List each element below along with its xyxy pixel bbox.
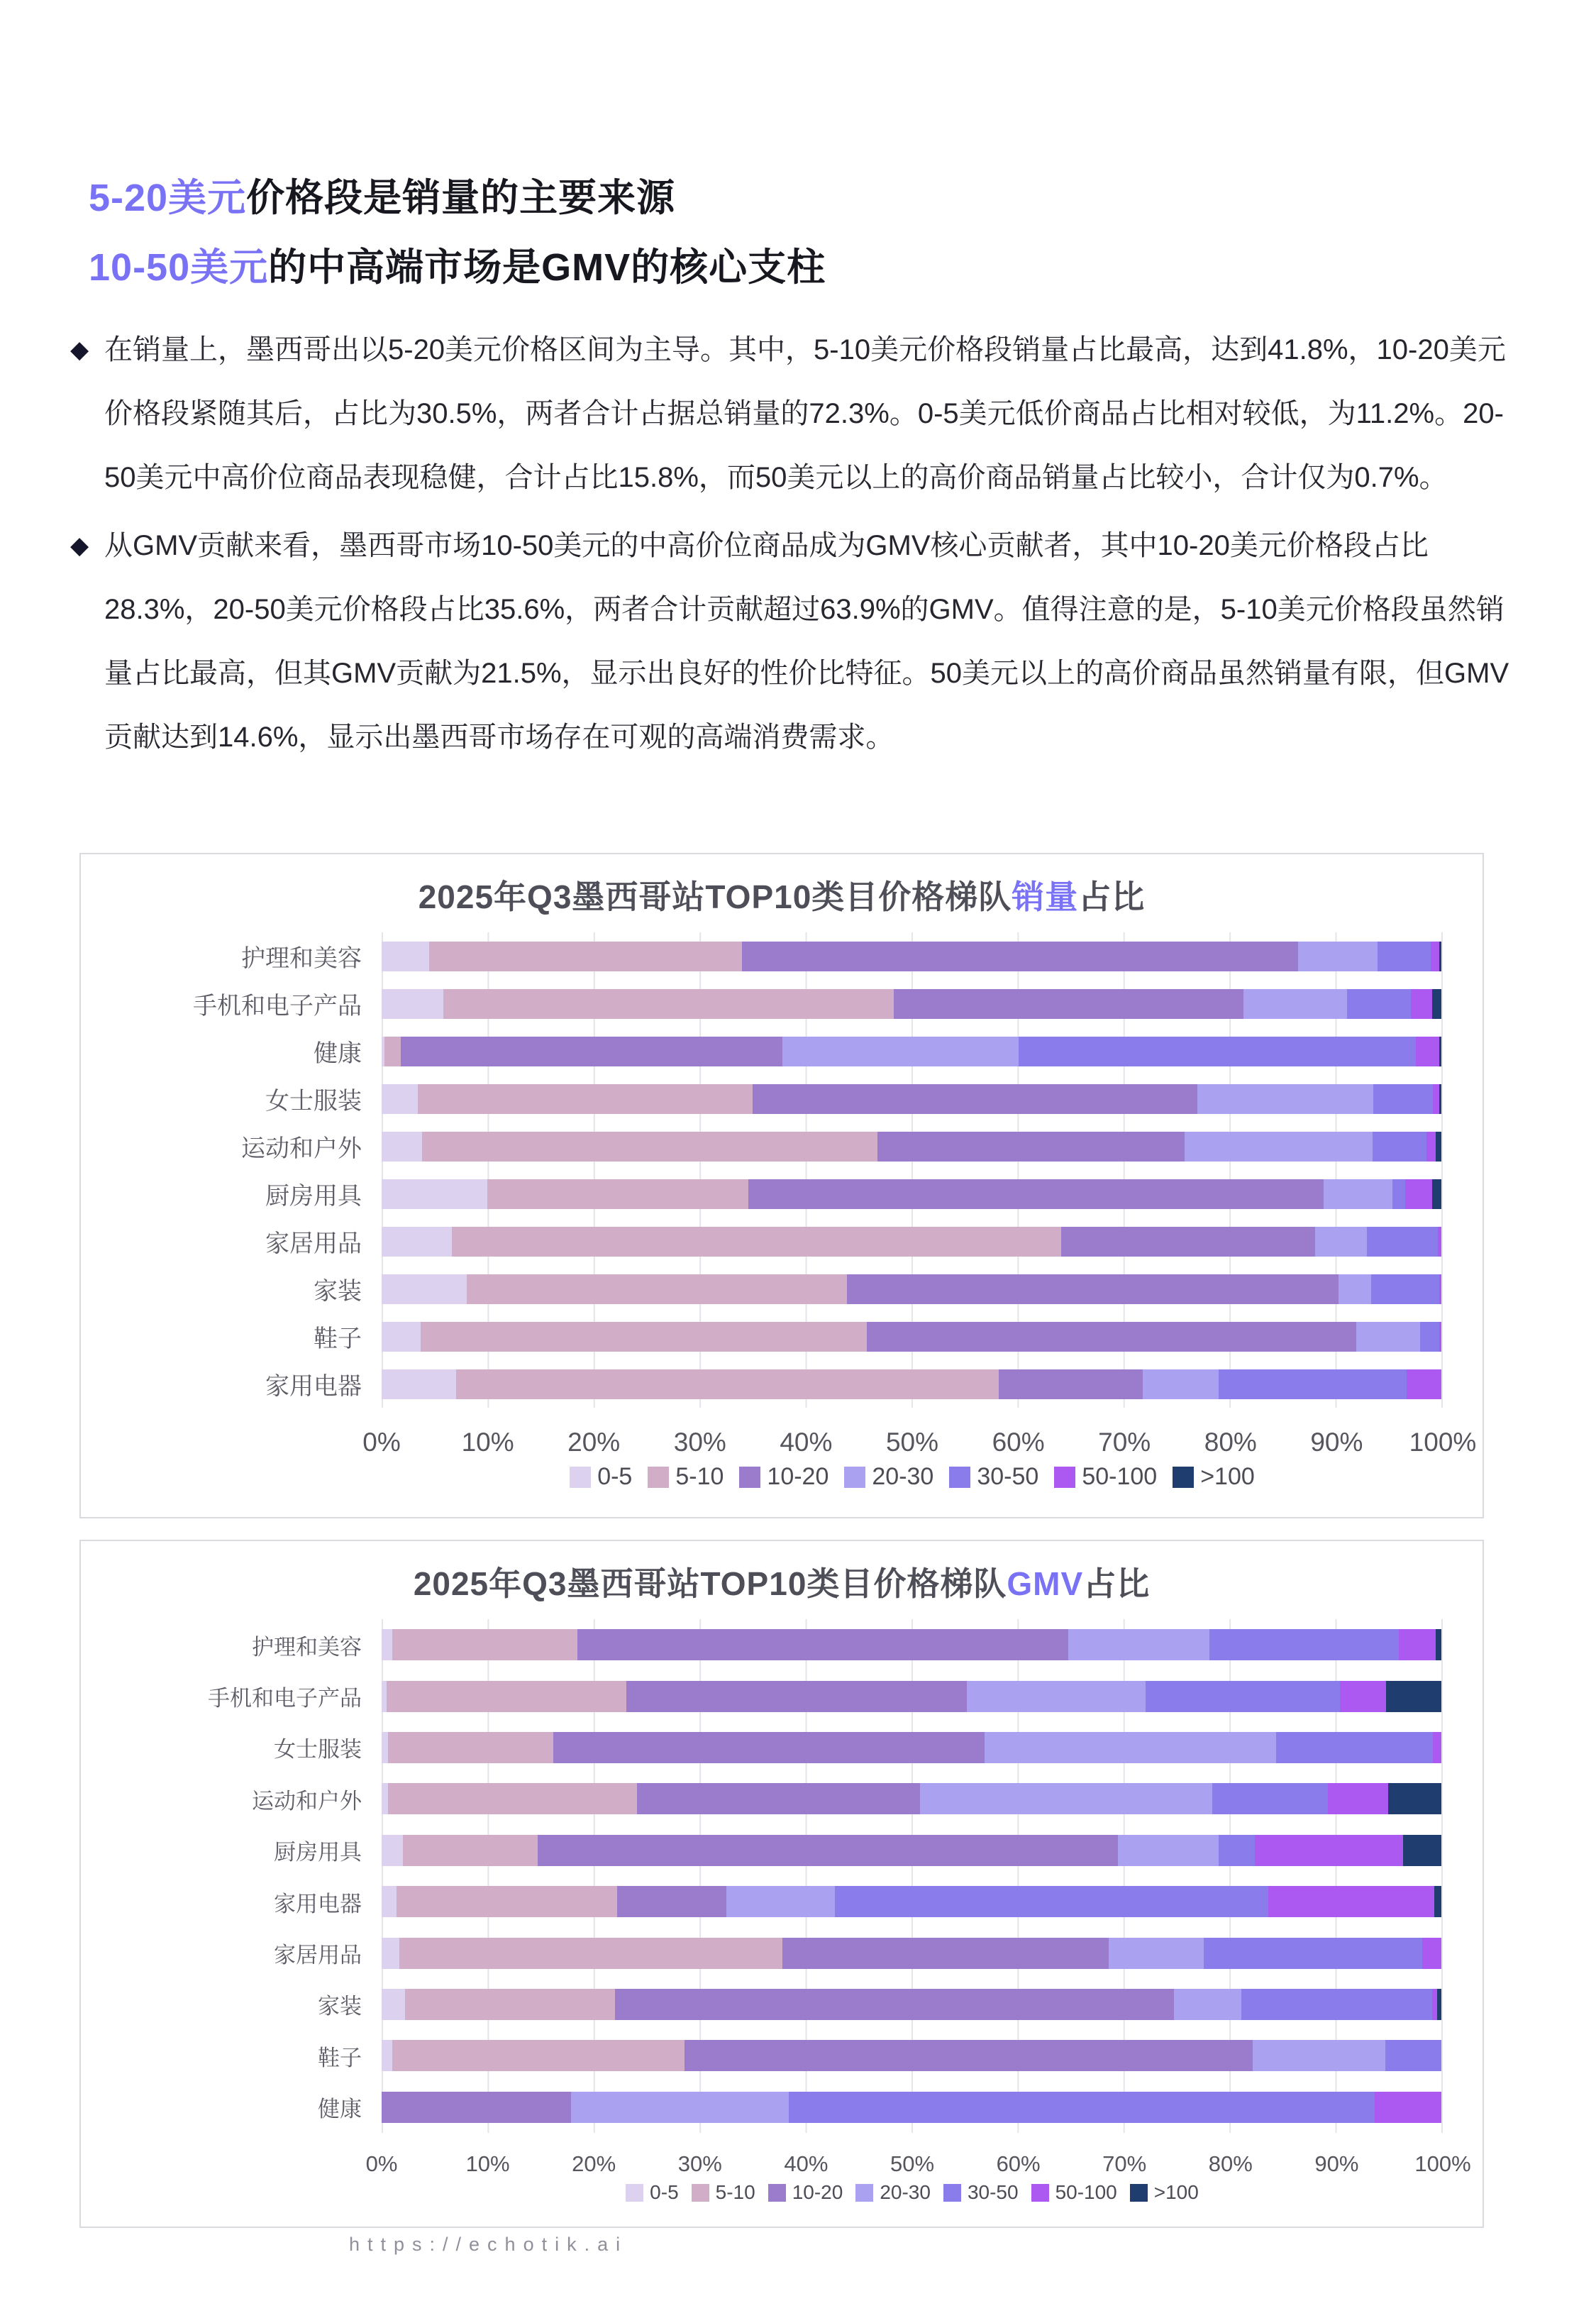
category-label: 运动和户外: [252, 1788, 362, 1814]
title-rest: 价格段是销量的主要来源: [246, 177, 676, 219]
bar-segment-50-100: [1422, 1938, 1441, 1969]
bar-segment-30-50: [1420, 1322, 1439, 1352]
category-label: 手机和电子产品: [208, 1686, 362, 1711]
category-label: 女士服装: [274, 1737, 362, 1762]
legend-item-5-10: [648, 1463, 724, 1491]
sales-stacked-bar-chart: [81, 932, 1483, 1491]
bar-segment-20-30: [1174, 1989, 1241, 2020]
legend-swatch: [943, 2184, 961, 2202]
bar-segment-20-30: [1356, 1322, 1420, 1352]
bar-segment-50-100: [1255, 1835, 1403, 1866]
bar-segment-10-20: [617, 1886, 726, 1917]
bar-segment-50-100: [1431, 942, 1439, 971]
bar-segment-30-50: [1212, 1783, 1328, 1814]
title-accent-price-range: 5-20美元: [89, 177, 247, 219]
x-axis-tick: 90%: [1314, 2151, 1359, 2176]
legend-item-0-5: [626, 2181, 678, 2204]
bar-segment-30-50: [1276, 1732, 1433, 1763]
x-axis-tick: 30%: [673, 1428, 726, 1457]
bar-segment-50-100: [1405, 1179, 1431, 1209]
bar-segment-10-20: [1061, 1227, 1316, 1257]
stacked-bar: [382, 1835, 1441, 1866]
bar-segment-5-10: [487, 1179, 748, 1209]
stacked-bar: [382, 989, 1441, 1019]
bar-segment-10-20: [894, 989, 1243, 1019]
bar-segment-10-20: [867, 1322, 1356, 1352]
bar-segment-0-5: [382, 1783, 388, 1814]
stacked-bar: [382, 1938, 1441, 1969]
category-label: 厨房用具: [265, 1183, 362, 1210]
category-label: 健康: [318, 2097, 362, 2122]
bar-segment-0-5: [382, 1274, 467, 1304]
bar-segment-5-10: [392, 2040, 685, 2071]
legend-swatch: [949, 1467, 970, 1488]
bar-segment-50-100: [1375, 2092, 1441, 2123]
bar-segment-30-50: [1241, 1989, 1432, 2020]
bar-segment-0-5: [382, 1132, 422, 1162]
stacked-bar: [382, 1037, 1441, 1066]
bar-segment-5-10: [418, 1084, 753, 1114]
stacked-bar: [382, 1179, 1441, 1209]
bar-segment->100: [1439, 1084, 1441, 1114]
legend-swatch: [626, 2184, 643, 2202]
category-label: 厨房用具: [274, 1840, 362, 1865]
stacked-bar: [382, 1322, 1441, 1352]
category-label: 鞋子: [318, 2045, 362, 2070]
legend-swatch: [844, 1467, 865, 1488]
legend-item-50-100: [1031, 2181, 1117, 2204]
bar-segment-10-20: [577, 1629, 1068, 1660]
chart-title-prefix: 2025年Q3墨西哥站TOP10类目价格梯队: [413, 1565, 1007, 1602]
gmv-chart-title: [81, 1558, 1483, 1605]
bar-segment-30-50: [1019, 1037, 1416, 1066]
bar-segment-30-50: [1378, 942, 1431, 971]
legend-item-10-20: [739, 1463, 829, 1491]
bar-segment-50-100: [1411, 989, 1432, 1019]
bar-segment-10-20: [553, 1732, 985, 1763]
x-axis-tick: 80%: [1208, 2151, 1253, 2176]
x-axis-tick: 90%: [1310, 1428, 1363, 1457]
chart-title-prefix: 2025年Q3墨西哥站TOP10类目价格梯队: [418, 878, 1012, 915]
category-label: 护理和美容: [241, 945, 362, 972]
legend-swatch: [1054, 1467, 1075, 1488]
diamond-bullet-icon: ◆: [70, 532, 89, 559]
bar-segment->100: [1386, 1681, 1441, 1712]
bar-segment-30-50: [1373, 1084, 1433, 1114]
legend-swatch: [1130, 2184, 1148, 2202]
x-axis: [362, 1408, 1477, 1460]
bar-segment-30-50: [789, 2092, 1375, 2123]
stacked-bar: [382, 1629, 1441, 1660]
category-label: 护理和美容: [252, 1634, 362, 1660]
bar-segment-20-30: [1109, 1938, 1204, 1969]
bar-segment-20-30: [1298, 942, 1378, 971]
x-axis-tick: 60%: [996, 2151, 1041, 2176]
bar-segment-0-5: [382, 1179, 487, 1209]
bar-segment-10-20: [382, 2092, 571, 2123]
legend-item-20-30: [844, 1463, 933, 1491]
legend-label: 10-20: [767, 1463, 829, 1490]
legend-label: 30-50: [967, 2181, 1019, 2203]
x-axis-tick: 10%: [461, 1428, 514, 1457]
legend-swatch: [1173, 1467, 1194, 1488]
bar-segment-5-10: [422, 1132, 877, 1162]
bar-segment-0-5: [382, 1681, 387, 1712]
category-axis: [111, 932, 382, 1408]
legend-swatch: [692, 2184, 709, 2202]
bar-segment-30-50: [1219, 1369, 1406, 1399]
stacked-bar: [382, 942, 1441, 971]
bar-segment-20-30: [1143, 1369, 1219, 1399]
category-label: 健康: [314, 1040, 362, 1067]
bar-segment-20-30: [1185, 1132, 1372, 1162]
page-title: [89, 163, 826, 302]
bar-segment->100: [1432, 1179, 1441, 1209]
bar-segment-10-20: [748, 1179, 1324, 1209]
chart-legend: [382, 2181, 1443, 2204]
bar-segment-50-100: [1426, 1132, 1436, 1162]
bar-segment-20-30: [1118, 1835, 1219, 1866]
bar-segment-30-50: [1385, 2040, 1441, 2071]
chart-title-accent: GMV: [1007, 1565, 1084, 1602]
legend-item-50-100: [1054, 1463, 1157, 1491]
bar-segment-10-20: [615, 1989, 1175, 2020]
category-label: 女士服装: [265, 1088, 362, 1115]
bar-segment-0-5: [382, 1886, 397, 1917]
legend-label: 20-30: [872, 1463, 934, 1490]
bar-segment-20-30: [1197, 1084, 1373, 1114]
bar-segment-0-5: [382, 1938, 399, 1969]
bar-segment-0-5: [382, 942, 429, 971]
bar-segment-0-5: [382, 1084, 418, 1114]
bar-segment-30-50: [1371, 1274, 1439, 1304]
stacked-bar: [382, 1732, 1441, 1763]
bar-segment-0-5: [382, 1989, 405, 2020]
legend-item-10-20: [768, 2181, 843, 2204]
bar-segment-10-20: [847, 1274, 1339, 1304]
bar-segment-10-20: [999, 1369, 1143, 1399]
bar-segment-30-50: [1367, 1227, 1438, 1257]
x-axis-tick: 0%: [362, 1428, 401, 1457]
bar-segment-10-20: [782, 1938, 1109, 1969]
sales-chart-card: [79, 853, 1484, 1518]
bar-segment-5-10: [397, 1886, 617, 1917]
category-label: 家用电器: [265, 1373, 362, 1400]
x-axis-tick: 30%: [677, 2151, 722, 2176]
bar-segment-30-50: [1347, 989, 1411, 1019]
legend-swatch: [739, 1467, 760, 1488]
bar-segment->100: [1436, 1629, 1441, 1660]
bar-segment-0-5: [382, 1629, 392, 1660]
x-axis-tick: 80%: [1204, 1428, 1257, 1457]
title-rest: 的中高端市场是GMV的核心支柱: [268, 246, 826, 289]
bar-segment-30-50: [1219, 1835, 1255, 1866]
x-axis-tick: 70%: [1098, 1428, 1151, 1457]
legend-label: 20-30: [880, 2181, 931, 2203]
legend-swatch: [855, 2184, 873, 2202]
bar-segment-5-10: [384, 1037, 400, 1066]
x-axis-tick: 50%: [890, 2151, 935, 2176]
stacked-bar: [382, 2092, 1441, 2123]
bar-segment-10-20: [538, 1835, 1119, 1866]
bar-segment->100: [1437, 1989, 1441, 2020]
legend-label: >100: [1200, 1463, 1255, 1490]
legend-label: 5-10: [715, 2181, 755, 2203]
bar-segment->100: [1436, 1132, 1441, 1162]
stacked-bar: [382, 1084, 1441, 1114]
x-axis-tick: 20%: [572, 2151, 616, 2176]
bar-segment-5-10: [443, 989, 894, 1019]
x-axis: [365, 2133, 1471, 2180]
legend-item-0-5: [570, 1463, 632, 1491]
chart-body: [111, 1619, 1443, 2133]
bar-segment-0-5: [382, 1322, 421, 1352]
legend-label: 30-50: [977, 1463, 1039, 1490]
bar-segment-20-30: [1339, 1274, 1371, 1304]
legend-swatch: [648, 1467, 669, 1488]
bar-segment-5-10: [403, 1835, 538, 1866]
stacked-bar: [382, 1989, 1441, 2020]
x-axis-tick: 40%: [780, 1428, 833, 1457]
source-url: https://echotik.ai: [349, 2234, 628, 2255]
plot-area: [382, 1619, 1443, 2133]
bar-segment-0-5: [382, 1227, 452, 1257]
sales-chart-title: [81, 871, 1483, 918]
bar-segment-5-10: [388, 1732, 553, 1763]
bar-segment->100: [1403, 1835, 1441, 1866]
legend-item->100: [1130, 2181, 1199, 2204]
bar-segment-30-50: [1209, 1629, 1399, 1660]
legend-label: 0-5: [597, 1463, 633, 1490]
bar-segment-50-100: [1399, 1629, 1436, 1660]
bar-segment-20-30: [571, 2092, 788, 2123]
legend-item-20-30: [855, 2181, 931, 2204]
gmv-chart-card: [79, 1540, 1484, 2228]
legend-label: 50-100: [1055, 2181, 1117, 2203]
bar-segment-5-10: [467, 1274, 847, 1304]
bar-segment-50-100: [1407, 1369, 1441, 1399]
bar-segment-50-100: [1439, 1322, 1441, 1352]
chart-title-suffix: 占比: [1083, 1565, 1151, 1602]
bar-segment-50-100: [1438, 1227, 1441, 1257]
bar-segment-20-30: [1253, 2040, 1385, 2071]
bar-segment-20-30: [726, 1886, 836, 1917]
bar-segment-10-20: [685, 2040, 1253, 2071]
stacked-bar: [382, 1886, 1441, 1917]
bar-segment-20-30: [1315, 1227, 1367, 1257]
bar-segment-5-10: [452, 1227, 1061, 1257]
legend-item-30-50: [949, 1463, 1038, 1491]
stacked-bar: [382, 1783, 1441, 1814]
bullet-sales-summary: [70, 318, 1529, 509]
legend-label: >100: [1153, 2181, 1199, 2203]
x-axis-tick: 60%: [992, 1428, 1045, 1457]
bar-segment-0-5: [382, 1732, 388, 1763]
bar-segment-5-10: [429, 942, 742, 971]
stacked-bar: [382, 1132, 1441, 1162]
x-axis-tick: 40%: [784, 2151, 829, 2176]
bar-segment-30-50: [835, 1886, 1268, 1917]
summary-bullets: [70, 318, 1529, 769]
bar-segment-0-5: [382, 2040, 392, 2071]
bar-segment-50-100: [1340, 1681, 1387, 1712]
x-axis-tick: 70%: [1102, 2151, 1147, 2176]
x-axis-tick: 100%: [1414, 2151, 1471, 2176]
category-label: 家装: [314, 1278, 362, 1305]
bar-segment-50-100: [1439, 1274, 1441, 1304]
legend-label: 5-10: [675, 1463, 724, 1490]
legend-label: 10-20: [792, 2181, 843, 2203]
bar-segment-20-30: [985, 1732, 1276, 1763]
bar-segment->100: [1432, 989, 1441, 1019]
bar-segment-50-100: [1416, 1037, 1439, 1066]
legend-label: 50-100: [1082, 1463, 1158, 1490]
plot-area: [382, 932, 1443, 1408]
bar-segment-10-20: [753, 1084, 1197, 1114]
legend-swatch: [768, 2184, 786, 2202]
legend-item-5-10: [692, 2181, 755, 2204]
bar-segment-50-100: [1433, 1732, 1441, 1763]
bar-segment-20-30: [920, 1783, 1212, 1814]
legend-item-30-50: [943, 2181, 1019, 2204]
bar-segment-5-10: [405, 1989, 615, 2020]
bar-segment-10-20: [742, 942, 1298, 971]
category-label: 运动和户外: [241, 1135, 362, 1162]
stacked-bar: [382, 2040, 1441, 2071]
stacked-bar: [382, 1274, 1441, 1304]
bar-segment-30-50: [1204, 1938, 1422, 1969]
category-label: 家用电器: [274, 1891, 362, 1916]
bar-segment-20-30: [782, 1037, 1019, 1066]
stacked-bar: [382, 1369, 1441, 1399]
bar-segment-50-100: [1268, 1886, 1434, 1917]
bar-segment-10-20: [877, 1132, 1185, 1162]
bar-segment-0-5: [382, 1835, 403, 1866]
bar-segment-0-5: [382, 1369, 456, 1399]
chart-body: [111, 932, 1443, 1408]
category-label: 家居用品: [274, 1943, 362, 1968]
category-label: 家居用品: [265, 1230, 362, 1257]
page-title-line-1: [89, 163, 826, 233]
bullet-text: 从GMV贡献来看，墨西哥市场10-50美元的中高价位商品成为GMV核心贡献者，其中10-20美元价格段占比28.3%，20-50美元价格段占比35.6%，两者合计贡献超过63.9%的GMV。值得注意的是，5-10美元价格段虽然销量占比最高，但其GMV贡献为21.5%，显示出良好的性价比特征。50美元以上的高价商品虽然销量有限，但GMV贡献达到14.6%，显示出墨西哥市场存在可观的高端消费需求。: [104, 530, 1509, 753]
legend-item->100: [1173, 1463, 1255, 1491]
bar-segment-20-30: [967, 1681, 1146, 1712]
legend-swatch: [1031, 2184, 1049, 2202]
bar-segment-20-30: [1324, 1179, 1392, 1209]
bar-segment-30-50: [1373, 1132, 1426, 1162]
bar-segment-5-10: [387, 1681, 626, 1712]
bar-segment-10-20: [637, 1783, 920, 1814]
bar-segment-5-10: [456, 1369, 999, 1399]
bar-segment-30-50: [1392, 1179, 1405, 1209]
x-axis-tick: 100%: [1409, 1428, 1477, 1457]
stacked-bar: [382, 1681, 1441, 1712]
category-label: 手机和电子产品: [193, 993, 362, 1020]
bar-segment-10-20: [626, 1681, 967, 1712]
bar-segment-50-100: [1432, 1989, 1437, 2020]
bar-segment->100: [1439, 942, 1441, 971]
chart-title-accent: 销量: [1012, 878, 1079, 915]
bar-segment-50-100: [1328, 1783, 1388, 1814]
bar-segment-20-30: [1068, 1629, 1209, 1660]
category-label: 鞋子: [314, 1325, 362, 1352]
bar-segment->100: [1434, 1886, 1441, 1917]
bullet-gmv-summary: [70, 514, 1529, 769]
category-axis: [111, 1619, 382, 2133]
bar-segment-30-50: [1146, 1681, 1339, 1712]
stacked-bar: [382, 1227, 1441, 1257]
chart-title-suffix: 占比: [1078, 878, 1146, 915]
bar-segment-0-5: [382, 989, 443, 1019]
bar-segment-20-30: [1243, 989, 1347, 1019]
bar-segment->100: [1439, 1037, 1441, 1066]
page-title-line-2: [89, 233, 826, 302]
diamond-bullet-icon: ◆: [70, 336, 89, 363]
x-axis-tick: 0%: [365, 2151, 398, 2176]
legend-swatch: [570, 1467, 591, 1488]
chart-legend: [382, 1463, 1443, 1491]
x-axis-tick: 10%: [465, 2151, 510, 2176]
x-axis-tick: 20%: [567, 1428, 621, 1457]
gmv-stacked-bar-chart: [81, 1619, 1483, 2204]
bar-segment-10-20: [401, 1037, 782, 1066]
bar-segment-50-100: [1433, 1084, 1439, 1114]
bar-segment-5-10: [421, 1322, 867, 1352]
x-axis-tick: 50%: [885, 1428, 939, 1457]
category-label: 家装: [318, 1994, 362, 2019]
legend-label: 0-5: [650, 2181, 679, 2203]
bar-segment-5-10: [388, 1783, 637, 1814]
bar-segment-5-10: [392, 1629, 577, 1660]
bullet-text: 在销量上，墨西哥出以5-20美元价格区间为主导。其中，5-10美元价格段销量占比最高，达到41.8%，10-20美元价格段紧随其后，占比为30.5%，两者合计占据总销量的72.3%。0-5美元低价商品占比相对较低，为11.2%。20-50美元中高价位商品表现稳健，合计占比15.8%，而50美元以上的高价商品销量占比较小，合计仅为0.7%。: [104, 334, 1506, 493]
bar-segment->100: [1388, 1783, 1441, 1814]
title-accent-price-range: 10-50美元: [89, 246, 269, 289]
bar-segment-5-10: [399, 1938, 782, 1969]
